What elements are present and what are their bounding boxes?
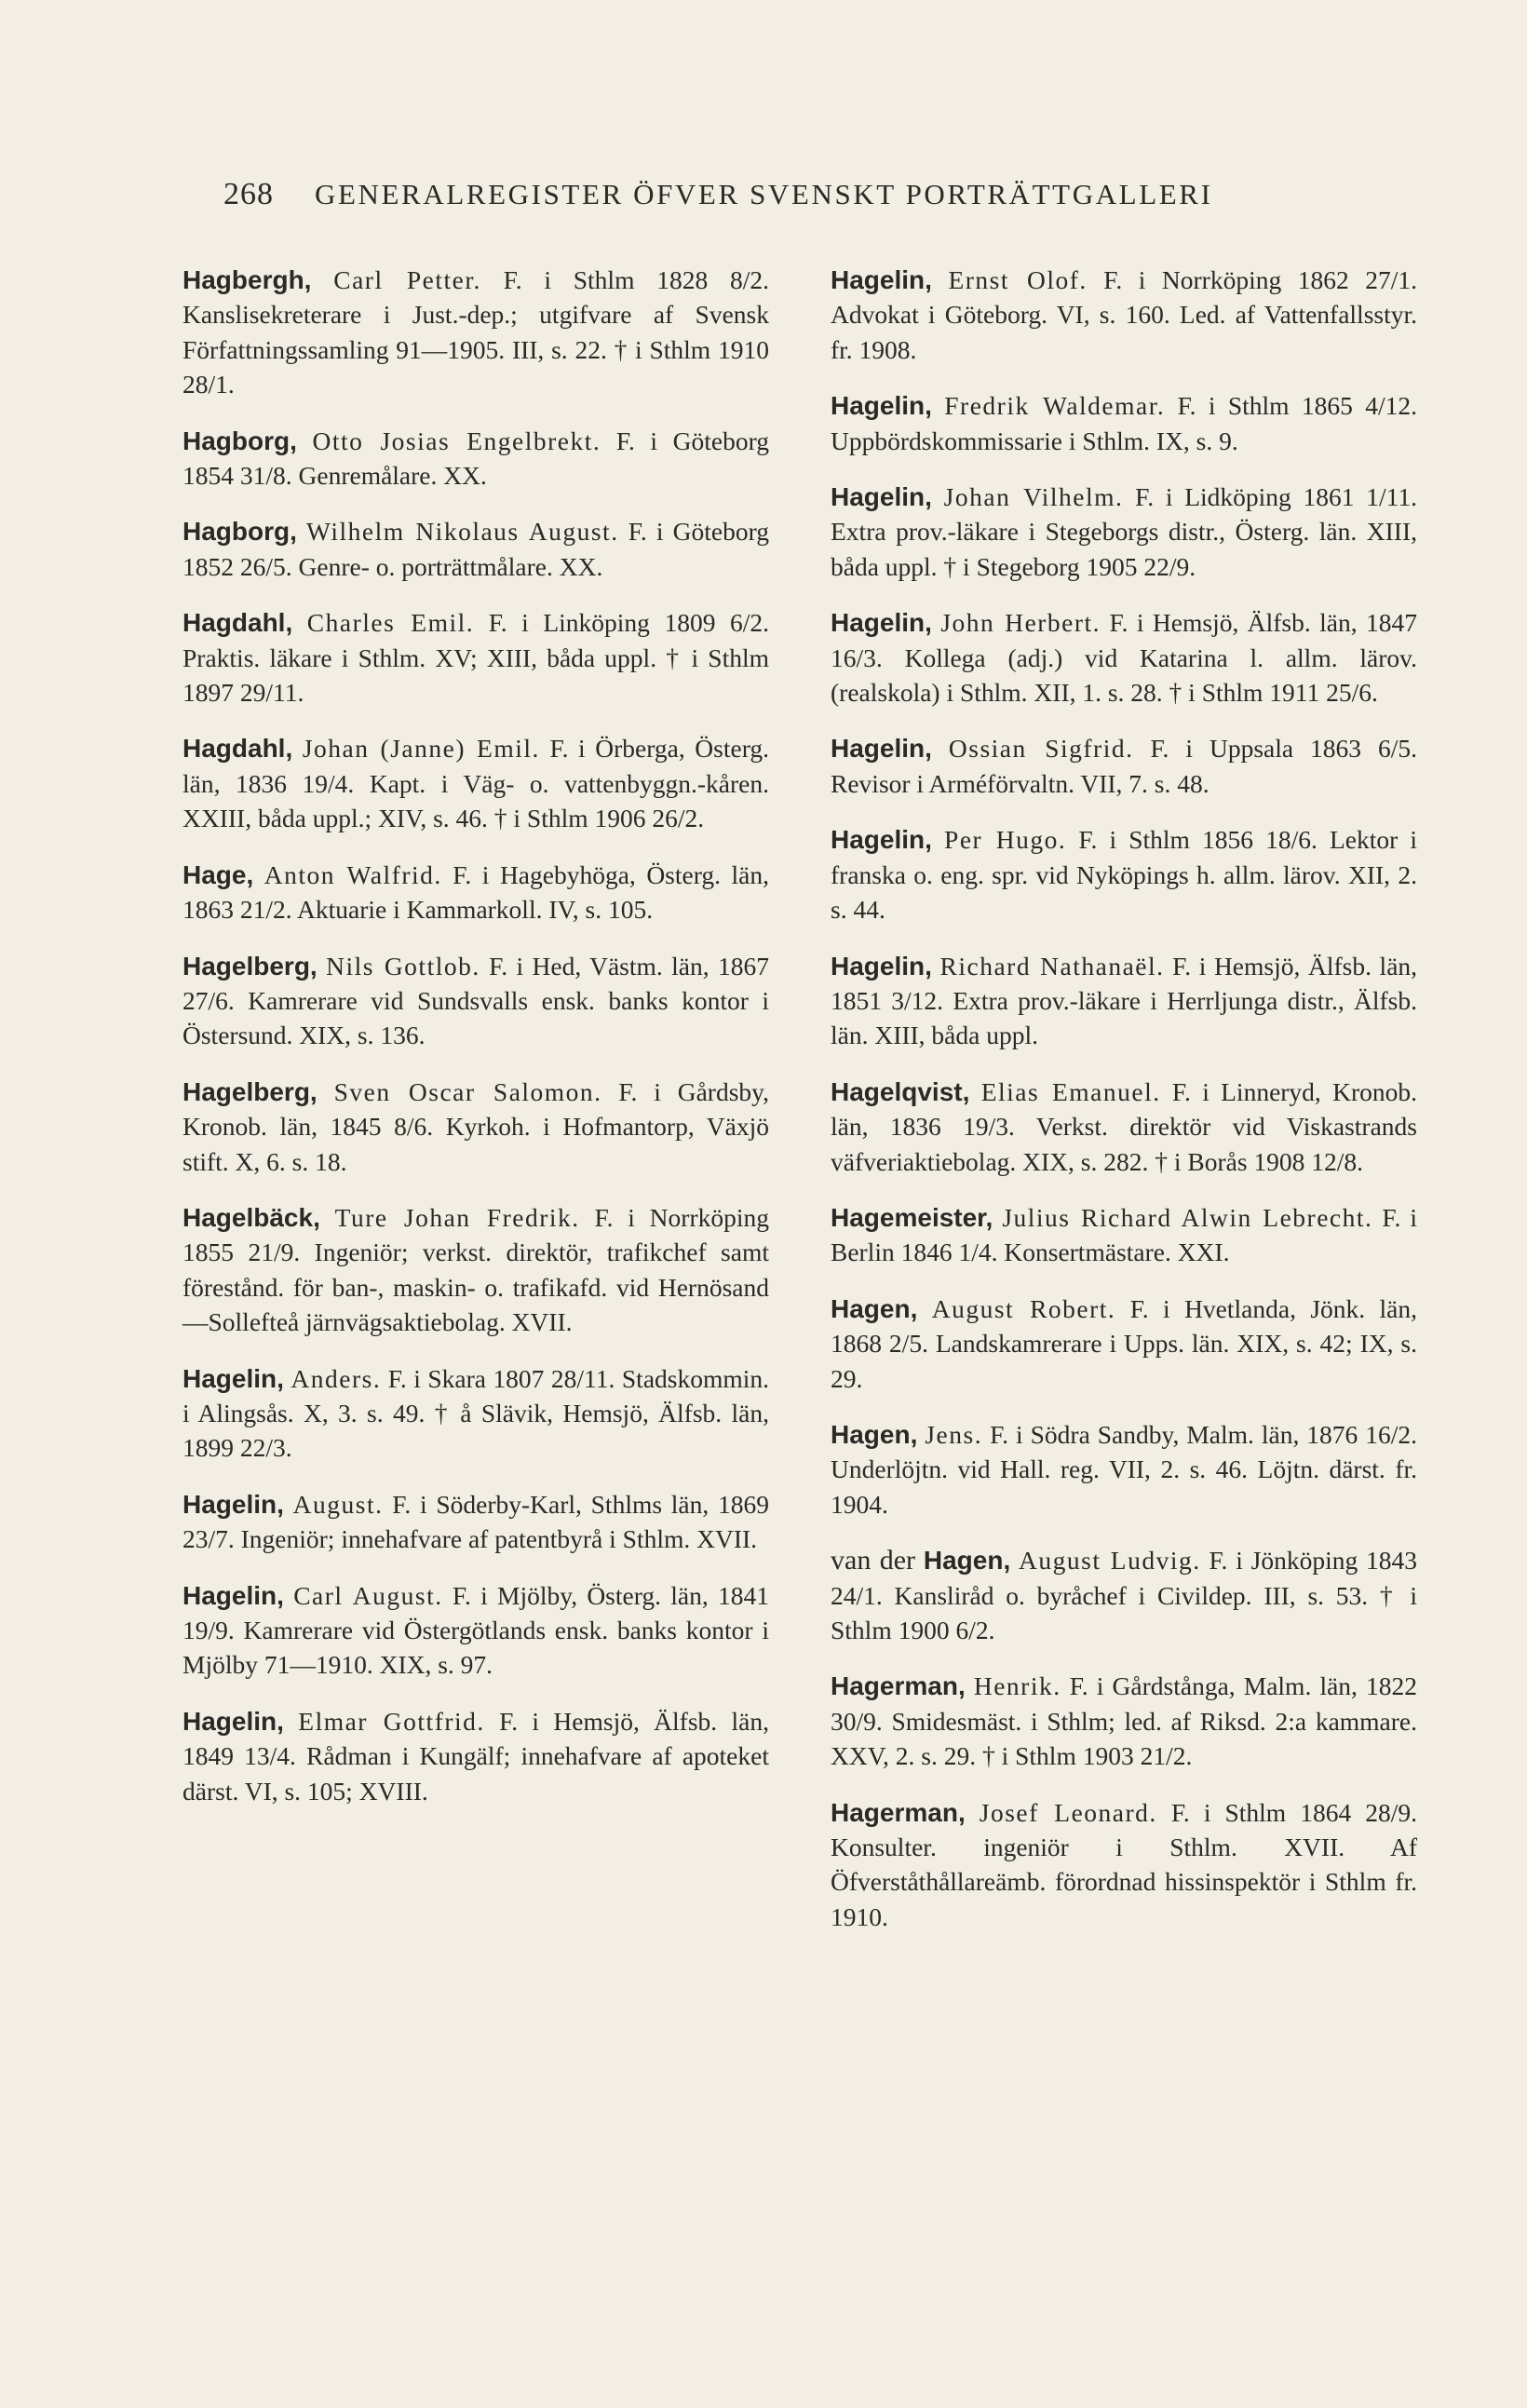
- entry-surname: Hagelin,: [831, 608, 932, 638]
- right-column: [831, 263, 1417, 1955]
- register-entry: [831, 1292, 1417, 1396]
- entry-surname: Hagemeister,: [831, 1202, 993, 1232]
- entry-text: F. i Linköping 1809 6/2. Praktis. läkare i Sthlm. XV; XIII, båda uppl. † i Sthlm 1897 29/11.: [182, 608, 770, 708]
- entry-text: F. i Gårdstånga, Malm. län, 1822 30/9. Smidesmäst. i Sthlm; led. af Riksd. 2:a kammare. XXV, 2. s. 29. † i Sthlm 1903 21/2.: [831, 1671, 1418, 1771]
- entry-surname: Hagelin,: [182, 1706, 284, 1736]
- entry-surname: Hagelin,: [831, 951, 932, 981]
- register-entry: [831, 480, 1417, 584]
- entry-given-names: August.: [292, 1489, 384, 1519]
- entry-surname: Hagen,: [923, 1546, 1011, 1576]
- entry-given-names: Ernst Olof.: [948, 265, 1088, 294]
- register-entry: [182, 1578, 769, 1683]
- entry-surname: Hagdahl,: [182, 608, 293, 638]
- register-entry: [831, 1543, 1417, 1647]
- register-entry: [831, 1417, 1417, 1522]
- entry-text: F. i Skara 1807 28/11. Stadskommin. i Alingsås. X, 3. s. 49. † å Slävik, Hemsjö, Älfsb. län, 1899 22/3.: [182, 1363, 770, 1463]
- entry-given-names: Josef Leonard.: [979, 1797, 1157, 1827]
- entry-text: F. i Sthlm 1828 8/2. Kanslisekreterare i Just.-dep.; utgifvare af Svensk Författningssamling 91—1905. III, s. 22. † i Sthlm 1910 28/1.: [182, 265, 769, 399]
- entry-text: F. i Mjölby, Österg. län, 1841 19/9. Kamrerare vid Östergötlands ensk. banks kontor i Mjölby 71—1910. XIX, s. 97.: [182, 1580, 770, 1680]
- entry-text: F. i Hemsjö, Älfsb. län, 1849 13/4. Rådman i Kungälf; innehafvare af apoteket därst. VI, s. 105; XVIII.: [182, 1706, 769, 1806]
- entry-text: F. i Hemsjö, Älfsb. län, 1851 3/12. Extra prov.-läkare i Herrljunga distr., Älfsb. län. XIII, båda uppl.: [831, 951, 1418, 1050]
- register-entry: [182, 949, 769, 1053]
- entry-text: F. i Uppsala 1863 6/5. Revisor i Arméförvaltn. VII, 7. s. 48.: [831, 734, 1418, 798]
- register-entry: [182, 424, 769, 494]
- register-entry: [831, 263, 1417, 367]
- entry-surname: Hagborg,: [182, 517, 297, 547]
- entry-text: F. i Hed, Västm. län, 1867 27/6. Kamrerare vid Sundsvalls ensk. banks kontor i Östersund. XIX, s. 136.: [182, 951, 770, 1050]
- entry-text: F. i Hemsjö, Älfsb. län, 1847 16/3. Kollega (adj.) vid Katarina l. allm. lärov. (realskola) i Sthlm. XII, 1. s. 28. † i Sthlm 1911 25/6.: [831, 608, 1418, 708]
- register-entry: [182, 1704, 769, 1808]
- register-entry: [182, 514, 769, 584]
- entry-given-names: Johan (Janne) Emil.: [302, 734, 540, 764]
- entry-surname: Hagelin,: [831, 482, 932, 512]
- entry-surname: Hagdahl,: [182, 734, 293, 764]
- left-column: [182, 263, 769, 1830]
- register-entry: [831, 822, 1417, 927]
- entry-given-names: Fredrik Waldemar.: [944, 391, 1166, 421]
- entry-surname: Hagen,: [831, 1419, 918, 1449]
- entry-given-names: Henrik.: [973, 1671, 1061, 1701]
- register-entry: [182, 1200, 769, 1340]
- register-entry: [831, 1795, 1417, 1935]
- entry-given-names: Charles Emil.: [306, 608, 475, 638]
- entry-surname: Hagelberg,: [182, 1076, 318, 1106]
- page-header: [223, 177, 1313, 212]
- entry-surname: Hagborg,: [182, 426, 297, 455]
- register-entry: [831, 1075, 1417, 1179]
- register-entry: [831, 1200, 1417, 1270]
- entry-surname: Hagelin,: [182, 1363, 284, 1393]
- entry-given-names: Jens.: [925, 1419, 983, 1449]
- register-entry: [182, 605, 769, 710]
- entry-given-names: Wilhelm Nikolaus August.: [306, 517, 619, 547]
- register-entry: [182, 1487, 769, 1557]
- entry-text: F. i Gårdsby, Kronob. län, 1845 8/6. Kyrkoh. i Hofmantorp, Växjö stift. X, 6. s. 18.: [182, 1076, 770, 1176]
- entry-given-names: Otto Josias Engelbrekt.: [312, 426, 601, 455]
- entry-surname: Hagelin,: [182, 1580, 284, 1610]
- entry-surname: Hagerman,: [831, 1797, 966, 1827]
- entry-given-names: Carl August.: [293, 1580, 443, 1610]
- entry-given-names: Anders.: [291, 1363, 382, 1393]
- entry-given-names: Nils Gottlob.: [326, 951, 480, 981]
- entry-prefix: van der: [831, 1545, 916, 1576]
- entry-given-names: Elias Emanuel.: [980, 1076, 1161, 1106]
- register-entry: [182, 731, 769, 835]
- entry-surname: Hagelin,: [831, 391, 932, 421]
- entry-text: F. i Berlin 1846 1/4. Konsertmästare. XXI.: [831, 1202, 1417, 1267]
- entry-given-names: Anton Walfrid.: [264, 859, 442, 889]
- entry-text: F. i Söderby-Karl, Sthlms län, 1869 23/7. Ingeniör; innehafvare af patentbyrå i Sthlm. XVII.: [182, 1489, 770, 1554]
- register-entry: [831, 388, 1417, 458]
- entry-given-names: Ture Johan Fredrik.: [334, 1202, 580, 1232]
- entry-text: F. i Göteborg 1852 26/5. Genre- o. porträttmålare. XX.: [182, 517, 770, 581]
- entry-given-names: Ossian Sigfrid.: [948, 734, 1134, 764]
- register-entry: [182, 1361, 769, 1466]
- entry-given-names: August Ludvig.: [1019, 1546, 1201, 1576]
- entry-given-names: Johan Vilhelm.: [943, 482, 1124, 512]
- entry-text: F. i Sthlm 1864 28/9. Konsulter. ingeniör i Sthlm. XVII. Af Öfverståthållareämb. förordnad hissinspektör i Sthlm fr. 1910.: [831, 1797, 1418, 1931]
- entry-given-names: Carl Petter.: [333, 265, 481, 294]
- entry-surname: Hagelin,: [831, 825, 932, 855]
- register-entry: [831, 1669, 1417, 1773]
- entry-text: F. i Göteborg 1854 31/8. Genremålare. XX.: [182, 426, 770, 491]
- entry-given-names: Richard Nathanaël.: [939, 951, 1165, 981]
- register-entry: [182, 1075, 769, 1179]
- entry-given-names: Per Hugo.: [944, 825, 1067, 855]
- page-number: 268: [223, 177, 274, 211]
- entry-given-names: Sven Oscar Salomon.: [333, 1076, 602, 1106]
- entry-surname: Hagelin,: [831, 734, 932, 764]
- entry-text: F. i Hagebyhöga, Österg. län, 1863 21/2. Aktuarie i Kammarkoll. IV, s. 105.: [182, 859, 770, 925]
- entry-surname: Hagelbäck,: [182, 1202, 320, 1232]
- register-entry: [831, 731, 1417, 801]
- entry-surname: Hage,: [182, 859, 254, 889]
- entry-surname: Hagbergh,: [182, 265, 312, 294]
- entry-text: F. i Norrköping 1862 27/1. Advokat i Göteborg. VI, s. 160. Led. af Vattenfallsstyr. fr. 1908.: [831, 265, 1418, 364]
- entry-given-names: Elmar Gottfrid.: [298, 1706, 485, 1736]
- entry-text: F. i Sthlm 1856 18/6. Lektor i franska o. eng. spr. vid Nyköpings h. allm. lärov. XII, 2. s. 44.: [831, 825, 1418, 925]
- register-entry: [182, 858, 769, 927]
- entry-surname: Hagelqvist,: [831, 1076, 970, 1106]
- entry-text: F. i Örberga, Österg. län, 1836 19/4. Kapt. i Väg- o. vattenbyggn.-kåren. XXIII, båda uppl.; XIV, s. 46. † i Sthlm 1906 26/2.: [182, 734, 769, 833]
- entry-text: F. i Sthlm 1865 4/12. Uppbördskommissarie i Sthlm. IX, s. 9.: [831, 391, 1418, 455]
- entry-text: F. i Lidköping 1861 1/11. Extra prov.-läkare i Stegeborgs distr., Österg. län. XIII, båda uppl. † i Stegeborg 1905 22/9.: [831, 482, 1418, 581]
- entry-surname: Hagelin,: [182, 1489, 284, 1519]
- register-entry: [182, 263, 769, 402]
- entry-surname: Hagerman,: [831, 1671, 966, 1701]
- entry-surname: Hagelin,: [831, 265, 932, 294]
- register-entry: [831, 605, 1417, 710]
- entry-text: F. i Södra Sandby, Malm. län, 1876 16/2. Underlöjtn. vid Hall. reg. VII, 2. s. 46. Löjtn. därst. fr. 1904.: [831, 1419, 1418, 1519]
- register-entry: [831, 949, 1417, 1053]
- entry-text: F. i Norrköping 1855 21/9. Ingeniör; verkst. direktör, trafikchef samt förestånd. för ban-, maskin- o. trafikafd. vid Hernösand—Sollefteå järnvägsaktiebolag. XVII.: [182, 1202, 769, 1337]
- entry-text: F. i Jönköping 1843 24/1. Kansliråd o. byråchef i Civildep. III, s. 53. † i Sthlm 1900 6/2.: [831, 1546, 1418, 1644]
- entry-surname: Hagelberg,: [182, 951, 318, 981]
- entry-surname: Hagen,: [831, 1293, 918, 1323]
- entry-text: F. i Hvetlanda, Jönk. län, 1868 2/5. Landskamrerare i Upps. län. XIX, s. 42; IX, s. 29.: [831, 1293, 1418, 1393]
- entry-given-names: Julius Richard Alwin Lebrecht.: [1002, 1202, 1373, 1232]
- entry-given-names: August Robert.: [931, 1293, 1116, 1323]
- entry-text: F. i Linneryd, Kronob. län, 1836 19/3. Verkst. direktör vid Viskastrands väfveriaktiebolag. XIX, s. 282. † i Borås 1908 12/8.: [831, 1076, 1418, 1176]
- running-title: GENERALREGISTER ÖFVER SVENSKT PORTRÄTTGALLERI: [315, 178, 1213, 210]
- entry-given-names: John Herbert.: [940, 608, 1101, 638]
